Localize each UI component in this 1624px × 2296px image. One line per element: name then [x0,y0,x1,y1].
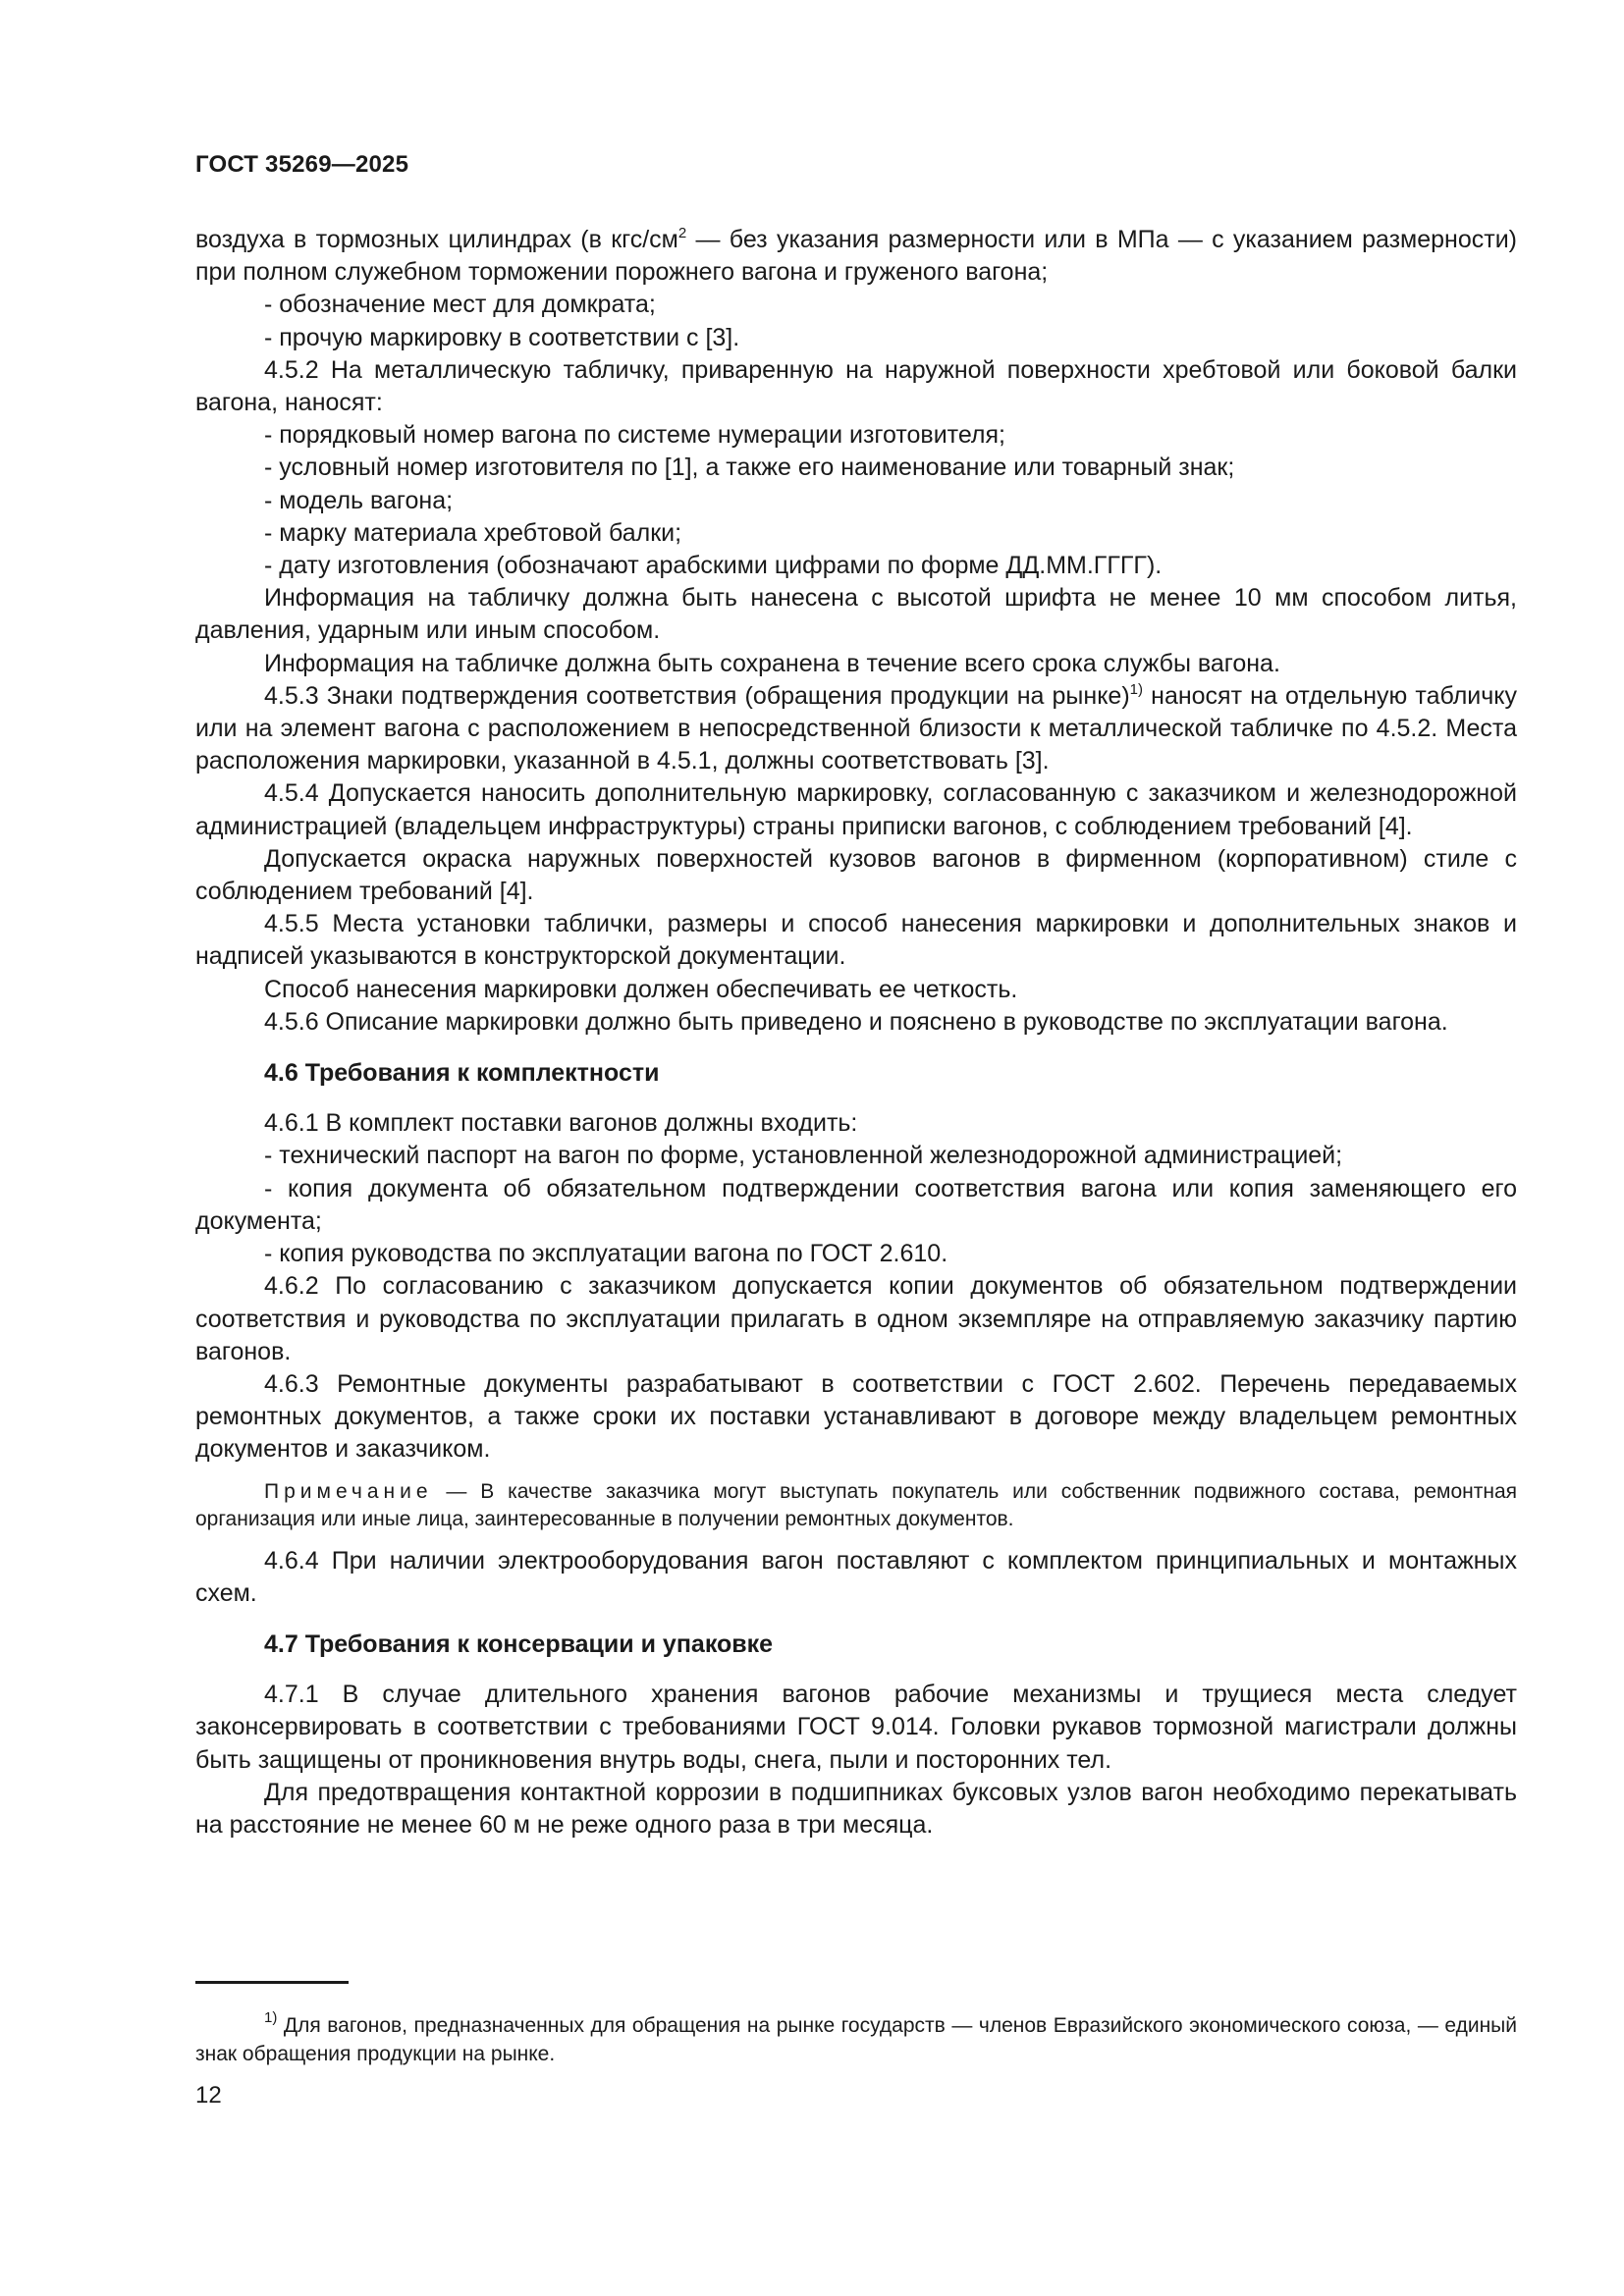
clause-4-6-1: 4.6.1 В комплект поставки вагонов должны входить: [264,1109,858,1138]
clause-4-6-3: 4.6.3 Ремонтные документы разрабатывают в соответствии с ГОСТ 2.602. Перечень передаваемых ремонтных документов, а также сроки их поставки устанавливают в договоре между владельцем ремонтных документов и заказчиком. [195,1369,1517,1464]
footnote-marker: 1) [264,2009,278,2026]
list-item: - условный номер изготовителя по [1], а также его наименование или товарный знак; [264,454,1235,482]
paragraph: Информация на табличку должна быть нанесена с высотой шрифта не менее 10 мм способом литья, давления, ударным или иным способом. [195,584,1517,645]
clause-4-5-5: 4.5.5 Места установки таблички, размеры и способ нанесения маркировки и дополнительных знаков и надписей указываются в конструкторской документации. [195,910,1517,971]
document-page [195,0,1517,2296]
clause-4-5-2: 4.5.2 На металлическую табличку, приваренную на наружной поверхности хребтовой или боковой балки вагона, наносят: [195,355,1517,417]
list-item: - копия руководства по эксплуатации вагона по ГОСТ 2.610. [264,1240,948,1268]
document-code: ГОСТ 35269—2025 [195,151,409,178]
list-item: - модель вагона; [264,486,454,514]
paragraph: Для предотвращения контактной коррозии в подшипниках буксовых узлов вагон необходимо перекатывать на расстояние не менее 60 м не реже одного раза в три месяца. [195,1778,1517,1839]
document-body [195,224,1517,1842]
section-heading-4-6: 4.6 Требования к комплектности [264,1059,660,1088]
list-item: - прочую маркировку в соответствии с [3]. [264,323,740,351]
list-item: - технический паспорт на вагон по форме, установленной железнодорожной администрацией; [264,1142,1343,1170]
page-number: 12 [195,2082,222,2109]
clause-4-5-4: 4.5.4 Допускается наносить дополнительную маркировку, согласованную с заказчиком и железнодорожной администрацией (владельцем инфраструктуры) страны приписки вагонов, с соблюдением требований [4]. [195,779,1517,840]
list-item: - порядковый номер вагона по системе нумерации изготовителя; [264,421,1005,450]
note-text: — В качестве заказчика могут выступать покупатель или собственник подвижного состава, ремонтная организация или иные лица, заинтересованные в получении ремонтных документов. [195,1479,1517,1530]
clause-4-6-2: 4.6.2 По согласованию с заказчиком допускается копии документов об обязательном подтверждении соответствия и руководства по эксплуатации прилагать в одном экземпляре на отправляемую заказчику партию вагонов. [195,1272,1517,1365]
clause-4-7-1: 4.7.1 В случае длительного хранения вагонов рабочие механизмы и трущиеся места следует законсервировать в соответствии с требованиями ГОСТ 9.014. Головки рукавов тормозной магистрали должны быть защищены от проникновения внутрь воды, снега, пыли и посторонних тел. [195,1681,1517,1774]
paragraph: Способ нанесения маркировки должен обеспечивать ее четкость. [264,975,1018,1003]
clause-4-5-3: 4.5.3 Знаки подтверждения соответствия (обращения продукции на рынке)$^{1)}$ наносят на отдельную табличку или на элемент вагона с расположением в непосредственной близости к металлической табличке по 4.5.2. Места расположения маркировки, указанной в 4.5.1, должны соответствовать [3]. [195,680,1517,775]
clause-4-5-6: 4.5.6 Описание маркировки должно быть приведено и пояснено в руководстве по эксплуатации вагона. [264,1007,1448,1036]
footnote-reference: 1) [1129,680,1144,698]
paragraph-continuation: воздуха в тормозных цилиндрах (в кгс/$см^2$ — без указания размерности или в МПа — с указанием размерности) при полном служебном торможении порожнего вагона и груженого вагона; [195,225,1517,287]
list-item: - обозначение мест для домкрата; [264,291,656,319]
note-label: Примечание [264,1479,433,1503]
list-item: - копия документа об обязательном подтверждении соответствия вагона или копия заменяющего его документа; [195,1174,1517,1235]
paragraph: Допускается окраска наружных поверхностей кузовов вагонов в фирменном (корпоративном) стиле с соблюдением требований [4]. [195,844,1517,906]
clause-4-6-4: 4.6.4 При наличии электрооборудования вагон поставляют с комплектом принципиальных и монтажных схем. [195,1546,1517,1607]
note [195,1478,1517,1533]
footnote-text: Для вагонов, предназначенных для обращения на рынке государств — членов Евразийского экономического союза, — единый знак обращения продукции на рынке. [195,2014,1517,2065]
footnote-divider [195,1981,349,1984]
footnote [195,2011,1517,2068]
list-item: - дату изготовления (обозначают арабскими цифрами по форме ДД.ММ.ГГГГ). [264,552,1163,580]
list-item: - марку материала хребтовой балки; [264,518,682,547]
section-heading-4-7: 4.7 Требования к консервации и упаковке [264,1629,774,1658]
paragraph: Информация на табличке должна быть сохранена в течение всего срока службы вагона. [264,649,1280,677]
